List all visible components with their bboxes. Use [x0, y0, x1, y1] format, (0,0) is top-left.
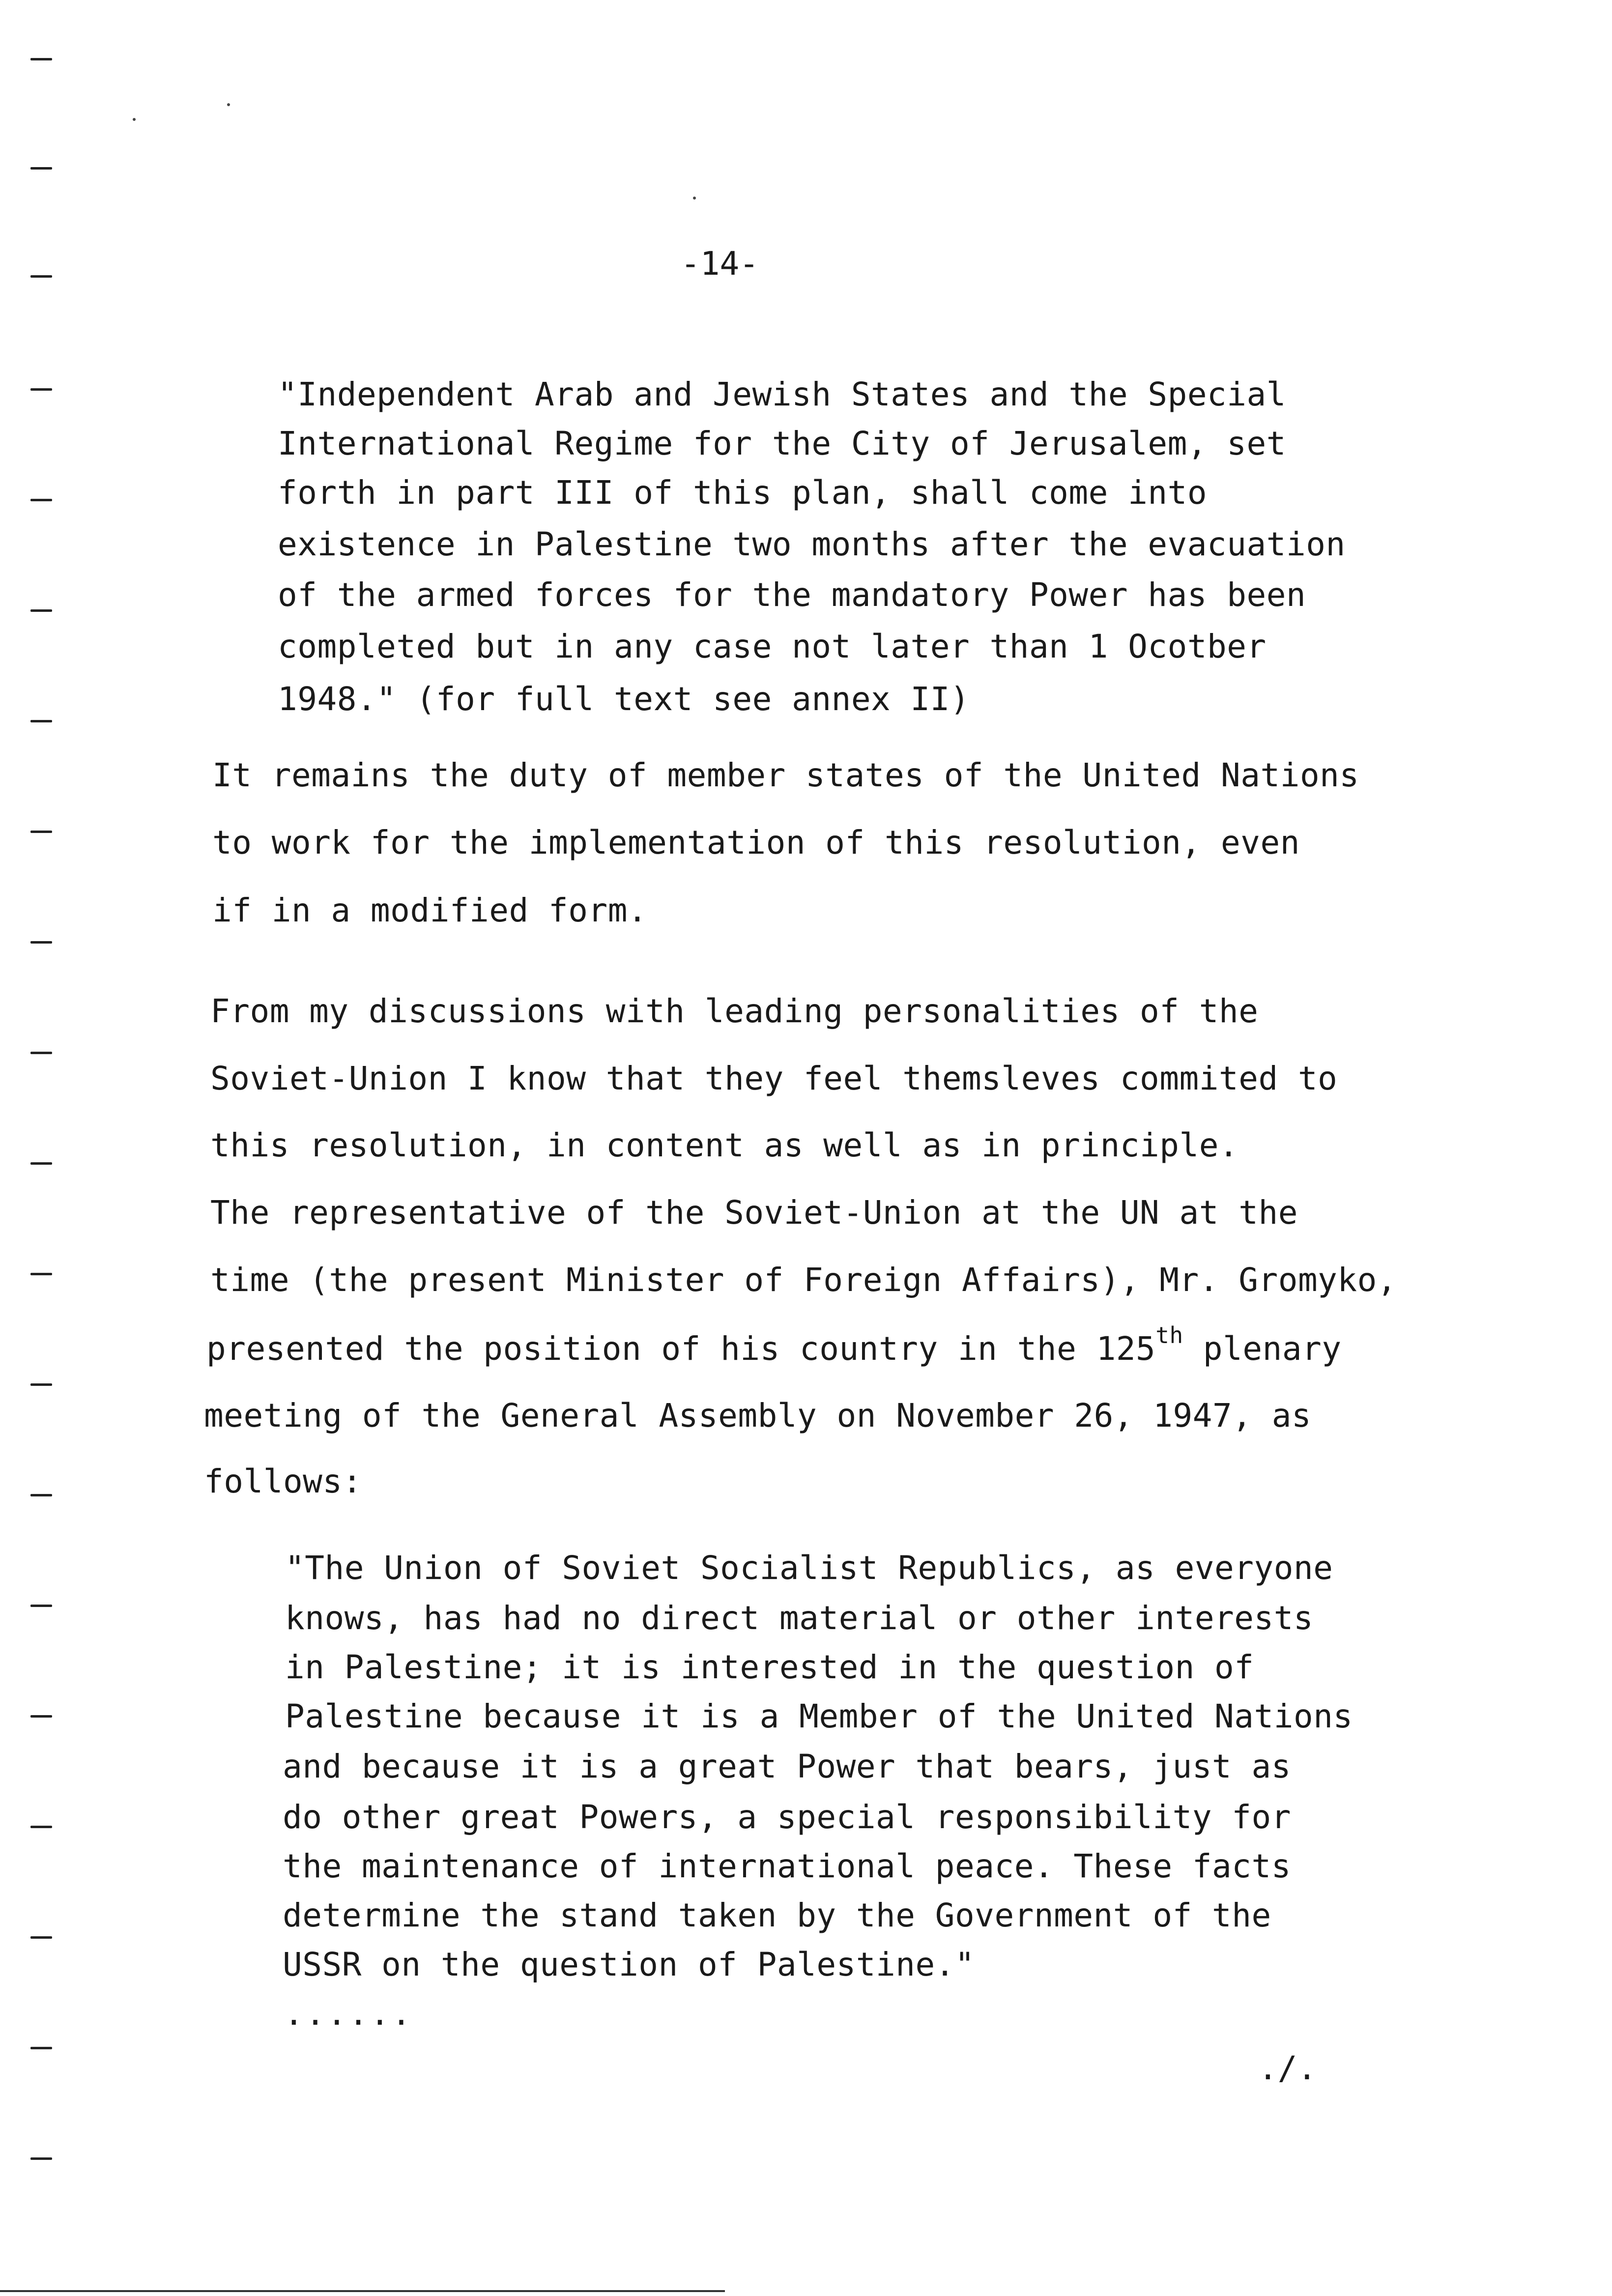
quote2-line-7: the maintenance of international peace. These facts [283, 1847, 1292, 1885]
margin-mark [30, 388, 52, 391]
para2-line-6-before: presented the position of his country in the 125 [206, 1330, 1156, 1368]
margin-mark [30, 720, 52, 722]
margin-mark [30, 499, 52, 501]
para2-line-8: follows: [204, 1463, 362, 1500]
quote1-line-7: 1948." (for full text see annex II) [278, 680, 970, 718]
para2-line-3: this resolution, in content as well as in principle. [210, 1126, 1239, 1164]
scan-speck [227, 103, 230, 106]
para1-line-3: if in a modified form. [212, 891, 648, 929]
para2-line-6 [206, 1322, 1342, 1368]
para2-line-2: Soviet-Union I know that they feel themsleves commited to [210, 1060, 1338, 1097]
quote2-line-3: in Palestine; it is interested in the question of [285, 1648, 1254, 1686]
superscript-th: th [1155, 1322, 1183, 1349]
continuation-mark: ./. [1258, 2049, 1317, 2087]
quote1-line-3: forth in part III of this plan, shall come into [278, 474, 1208, 512]
margin-mark [30, 1715, 52, 1718]
para2-line-7: meeting of the General Assembly on November 26, 1947, as [204, 1397, 1312, 1435]
quote1-line-1: "Independent Arab and Jewish States and the Special [278, 375, 1287, 413]
scan-speck [693, 197, 696, 200]
page-number: -14- [681, 245, 759, 283]
para2-line-4: The representative of the Soviet-Union at the UN at the [210, 1194, 1298, 1232]
quote1-line-4: existence in Palestine two months after the evacuation [278, 525, 1346, 563]
quote2-line-6: do other great Powers, a special responsibility for [283, 1798, 1292, 1836]
margin-mark [30, 1052, 52, 1054]
margin-mark [30, 609, 52, 612]
ellipsis: ...... [284, 1995, 413, 2033]
quote2-line-5: and because it is a great Power that bears, just as [283, 1748, 1292, 1785]
bottom-rule [0, 2290, 725, 2292]
para2-line-5: time (the present Minister of Foreign Affairs), Mr. Gromyko, [210, 1261, 1397, 1299]
margin-mark [30, 1936, 52, 1939]
margin-mark [30, 831, 52, 833]
quote2-line-2: knows, has had no direct material or other interests [285, 1599, 1314, 1637]
margin-mark [30, 58, 52, 60]
quote1-line-2: International Regime for the City of Jerusalem, set [278, 425, 1287, 462]
margin-mark [30, 1494, 52, 1496]
quote2-line-4: Palestine because it is a Member of the United Nations [285, 1697, 1353, 1735]
margin-mark [30, 1383, 52, 1386]
margin-mark [30, 275, 52, 278]
para2-line-6-after: plenary [1183, 1330, 1342, 1368]
margin-mark [30, 1826, 52, 1828]
quote2-line-9: USSR on the question of Palestine." [283, 1946, 975, 1983]
para1-line-1: It remains the duty of member states of the United Nations [212, 756, 1359, 794]
margin-mark [30, 1605, 52, 1607]
margin-mark [30, 167, 52, 170]
quote1-line-6: completed but in any case not later than 1 Ocotber [278, 628, 1267, 665]
para1-line-2: to work for the implementation of this resolution, even [212, 824, 1300, 861]
margin-mark [30, 1162, 52, 1165]
margin-mark [30, 2157, 52, 2160]
quote1-line-5: of the armed forces for the mandatory Power has been [278, 576, 1306, 614]
para2-line-1: From my discussions with leading personalities of the [210, 992, 1259, 1030]
quote2-line-8: determine the stand taken by the Government of the [283, 1896, 1271, 1934]
margin-mark [30, 941, 52, 944]
scan-speck [133, 118, 136, 121]
quote2-line-1: "The Union of Soviet Socialist Republics, as everyone [285, 1549, 1333, 1587]
margin-mark [30, 2047, 52, 2049]
margin-mark [30, 1273, 52, 1275]
